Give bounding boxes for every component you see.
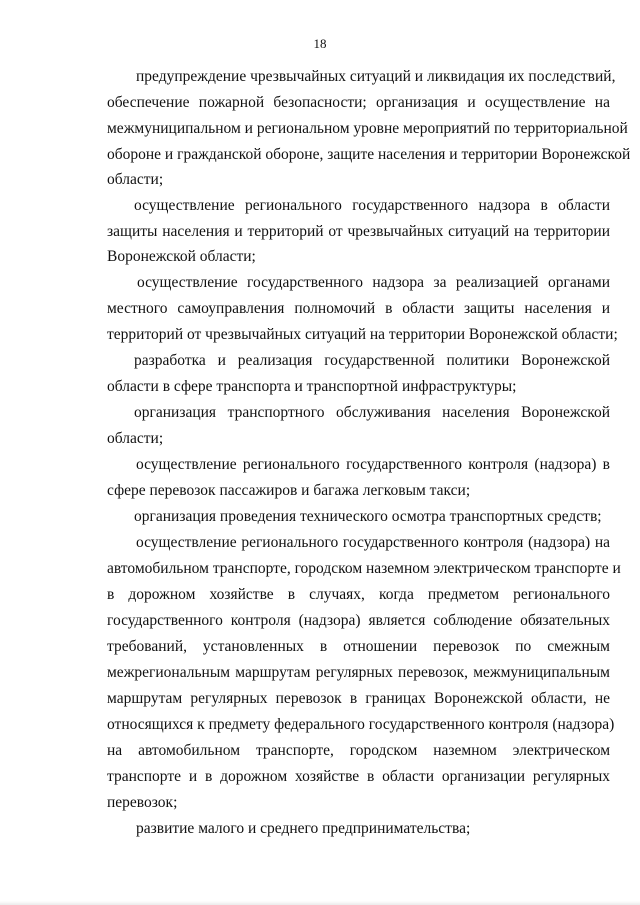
text-line: автомобильном транспорте, городском наземном электрическом транспорте и [107, 560, 621, 577]
text-line: территорий от чрезвычайных ситуаций на территории Воронежской области; [107, 326, 618, 343]
text-line: обеспечение пожарной безопасности; организация и осуществление на [107, 94, 610, 111]
text-line: организация проведения технического осмотра транспортных средств; [134, 508, 602, 525]
text-line: межрегиональным маршрутам регулярных перевозок, межмуниципальным [107, 664, 610, 681]
text-line: области; [107, 171, 164, 188]
text-line: местного самоуправления полномочий в области защиты населения и [107, 300, 610, 317]
text-line: маршрутам регулярных перевозок в границах Воронежской области, не [107, 690, 610, 707]
text-line: предупреждение чрезвычайных ситуаций и ликвидация их последствий, [136, 68, 616, 85]
text-line: защиты населения и территорий от чрезвычайных ситуаций на территории [107, 223, 610, 240]
text-line: разработка и реализация государственной политики Воронежской [134, 352, 610, 369]
text-line: развитие малого и среднего предпринимательства; [136, 820, 471, 837]
page-number: 18 [313, 36, 327, 51]
text-line: осуществление регионального государственного надзора в области [134, 197, 610, 214]
text-line: осуществление регионального государственного контроля (надзора) на [136, 534, 610, 551]
text-line: осуществление регионального государственного контроля (надзора) в [136, 456, 610, 473]
text-line: сфере перевозок пассажиров и багажа легковым такси; [107, 482, 471, 499]
text-line: осуществление государственного надзора за реализацией органами [137, 274, 610, 291]
text-line: в дорожном хозяйстве в случаях, когда предметом регионального [107, 586, 610, 603]
text-line: межмуниципальном и региональном уровне мероприятий по территориальной [107, 120, 628, 137]
text-line: обороне и гражданской обороне, защите населения и территории Воронежской [107, 146, 631, 163]
scan-edge [0, 901, 640, 905]
text-line: требований, установленных в отношении перевозок по смежным [107, 638, 610, 655]
text-line: Воронежской области; [107, 248, 256, 265]
text-line: транспорте и в дорожном хозяйстве в области организации регулярных [107, 768, 610, 785]
text-line: относящихся к предмету федерального государственного контроля (надзора) [107, 716, 615, 733]
text-line: государственного контроля (надзора) является соблюдение обязательных [107, 612, 610, 629]
text-line: перевозок; [107, 794, 178, 811]
text-line: области в сфере транспорта и транспортной инфраструктуры; [107, 378, 517, 395]
text-line: на автомобильном транспорте, городском наземном электрическом [107, 742, 610, 759]
text-line: организация транспортного обслуживания населения Воронежской [134, 404, 610, 421]
text-line: области; [107, 430, 164, 447]
